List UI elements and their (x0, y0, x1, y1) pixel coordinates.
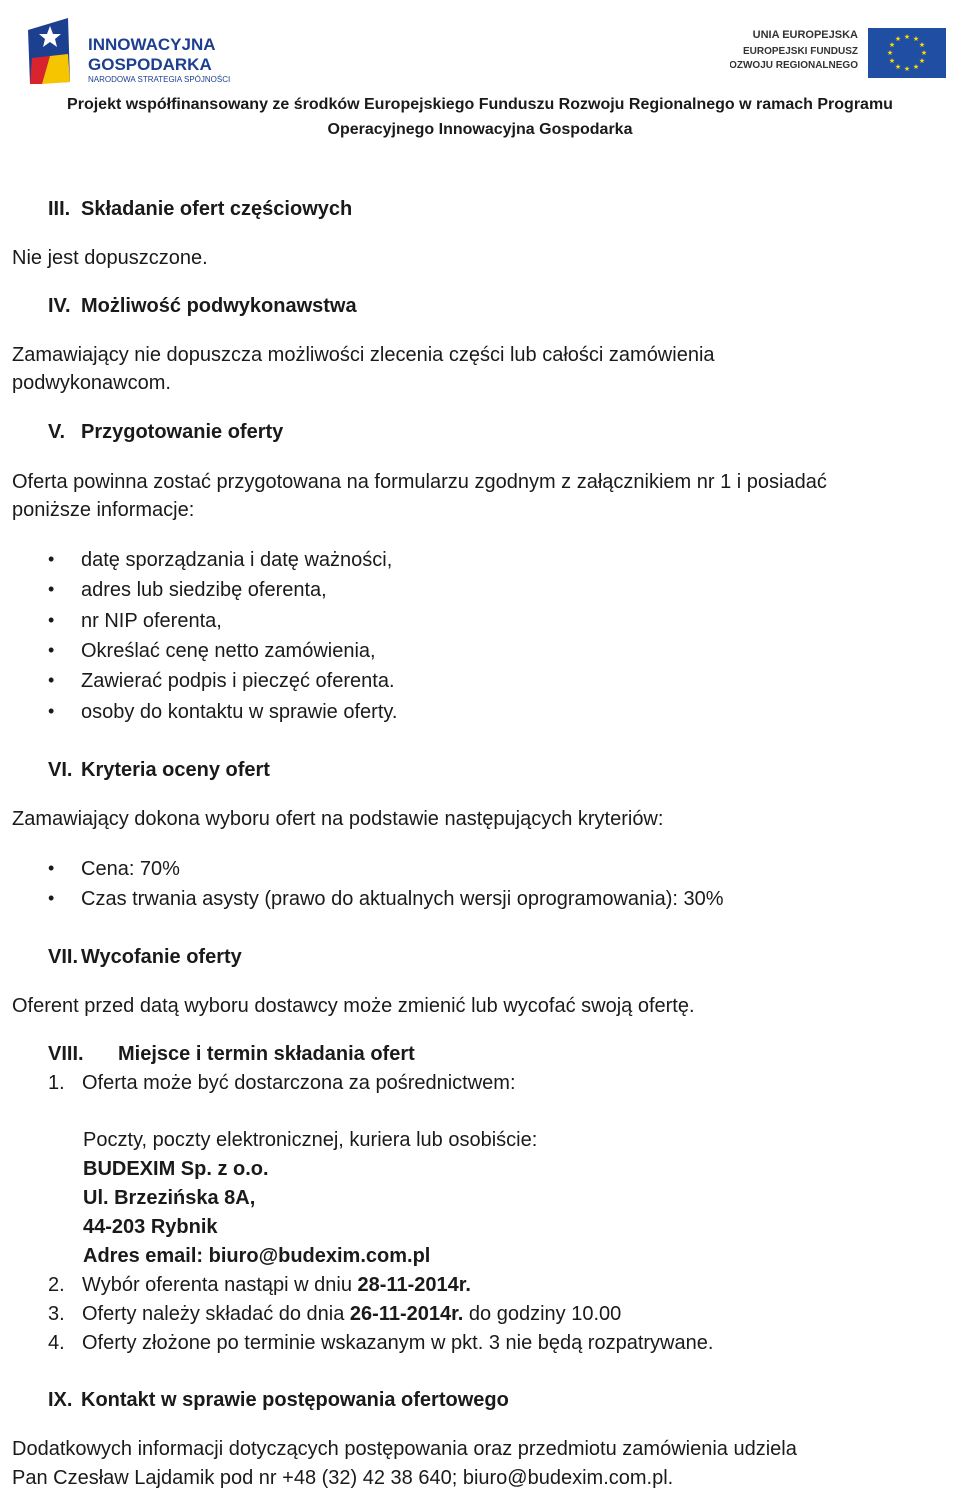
item-number: 2. (48, 1274, 65, 1296)
svg-text:★: ★ (912, 63, 920, 71)
section-7-text: Oferent przed datą wyboru dostawcy może zmienić lub wycofać swoją ofertę. (12, 995, 695, 1017)
section-9-line-1: Dodatkowych informacji dotyczących postępowania oraz przedmiotu zamówienia udziela (12, 1438, 797, 1460)
item-text: Oferta może być dostarczona za pośrednictwem: (82, 1072, 516, 1094)
item-number: 4. (48, 1332, 65, 1354)
svg-text:INNOWACYJNA: INNOWACYJNA (88, 35, 216, 54)
section-9-heading (48, 1389, 509, 1412)
section-4-title: Możliwość podwykonawstwa (81, 295, 357, 317)
section-6-title: Kryteria oceny ofert (81, 759, 270, 781)
ig-emblem-icon (20, 12, 260, 88)
bullet-icon: • (48, 549, 55, 569)
section-7-title: Wycofanie oferty (81, 946, 242, 968)
svg-text:★: ★ (920, 49, 928, 57)
item-number: 1. (48, 1072, 65, 1094)
section-3-title: Składanie ofert częściowych (81, 198, 353, 220)
company-email: Adres email: biuro@budexim.com.pl (83, 1245, 431, 1267)
bullet-icon: • (48, 640, 55, 660)
company-street: Ul. Brzezińska 8A, (83, 1187, 256, 1209)
bullet-icon: • (48, 858, 55, 878)
section-5-title: Przygotowanie oferty (81, 421, 284, 443)
svg-text:★: ★ (903, 65, 911, 73)
section-5-line-1: Oferta powinna zostać przygotowana na formularzu zgodnym z załącznikiem nr 1 i posiadać (12, 471, 827, 493)
deadline-date: 26-11-2014r. (349, 1303, 464, 1325)
bullet-icon: • (48, 610, 55, 630)
bullet-icon: • (48, 670, 55, 690)
project-line-1: Projekt współfinansowany ze środków Europejskiego Funduszu Rozwoju Regionalnego w ramach Programu (67, 96, 893, 113)
svg-text:★: ★ (894, 63, 902, 71)
section-4-line-2: podwykonawcom. (12, 372, 171, 394)
item-text: Oferty należy składać do dnia (82, 1303, 350, 1325)
delivery-methods: Poczty, poczty elektronicznej, kuriera lub osobiście: (83, 1129, 538, 1151)
svg-text:★: ★ (894, 35, 902, 43)
section-4-number: IV. (48, 295, 71, 317)
deadline-time: do godziny 10.00 (463, 1303, 622, 1325)
section-3-number: III. (48, 198, 71, 220)
svg-text:★: ★ (888, 41, 896, 49)
item-text: Wybór oferenta nastąpi w dniu (82, 1274, 358, 1296)
svg-text:★: ★ (918, 41, 926, 49)
svg-text:★: ★ (912, 35, 920, 43)
section-9-line-2: Pan Czesław Lajdamik pod nr +48 (32) 42 38 640; biuro@budexim.com.pl. (12, 1467, 674, 1489)
item-number: 3. (48, 1303, 65, 1325)
svg-text:GOSPODARKA: GOSPODARKA (88, 55, 212, 74)
svg-text:★: ★ (918, 57, 926, 65)
company-name: BUDEXIM Sp. z o.o. (83, 1158, 269, 1180)
section-6-number: VI. (48, 759, 73, 781)
bullet-icon: • (48, 579, 55, 599)
svg-text:★: ★ (886, 49, 894, 57)
innowacyjna-gospodarka-logo (20, 12, 260, 88)
svg-text:UNIA EUROPEJSKA: UNIA EUROPEJSKA (752, 29, 858, 41)
section-6-heading (48, 759, 270, 782)
selection-date: 28-11-2014r. (357, 1274, 471, 1296)
company-city: 44-203 Rybnik (83, 1216, 218, 1238)
section-9-number: IX. (48, 1389, 73, 1411)
section-7-number: VII. (48, 946, 79, 968)
section-5-line-2: poniższe informacje: (12, 499, 195, 521)
section-9-title: Kontakt w sprawie postępowania ofertowego (81, 1389, 509, 1411)
bullet-icon: • (48, 888, 55, 908)
svg-text:NARODOWA STRATEGIA SPÓJNOŚCI: NARODOWA STRATEGIA SPÓJNOŚCI (88, 75, 231, 84)
svg-text:★: ★ (888, 57, 896, 65)
section-3-heading (48, 198, 352, 221)
section-8-number: VIII. (48, 1043, 84, 1065)
bullet-icon: • (48, 701, 55, 721)
section-3-text: Nie jest dopuszczone. (12, 247, 208, 269)
svg-text:ROZWOJU REGIONALNEGO: ROZWOJU REGIONALNEGO (730, 60, 858, 71)
section-8-heading (48, 1043, 415, 1066)
section-4-heading (48, 295, 357, 318)
section-5-heading (48, 421, 283, 444)
eu-flag-icon (730, 24, 950, 80)
section-6-text: Zamawiający dokona wyboru ofert na podstawie następujących kryteriów: (12, 808, 664, 830)
project-line-2: Operacyjnego Innowacyjna Gospodarka (327, 121, 633, 138)
section-8-title: Miejsce i termin składania ofert (118, 1043, 415, 1065)
item-text: Oferty złożone po terminie wskazanym w pkt. 3 nie będą rozpatrywane. (82, 1332, 714, 1354)
section-4-line-1: Zamawiający nie dopuszcza możliwości zlecenia części lub całości zamówienia (12, 344, 715, 366)
section-5-number: V. (48, 421, 66, 443)
svg-text:★: ★ (903, 33, 911, 41)
eu-fund-logo (730, 24, 950, 80)
section-7-heading (48, 946, 242, 969)
svg-text:EUROPEJSKI FUNDUSZ: EUROPEJSKI FUNDUSZ (742, 46, 858, 57)
